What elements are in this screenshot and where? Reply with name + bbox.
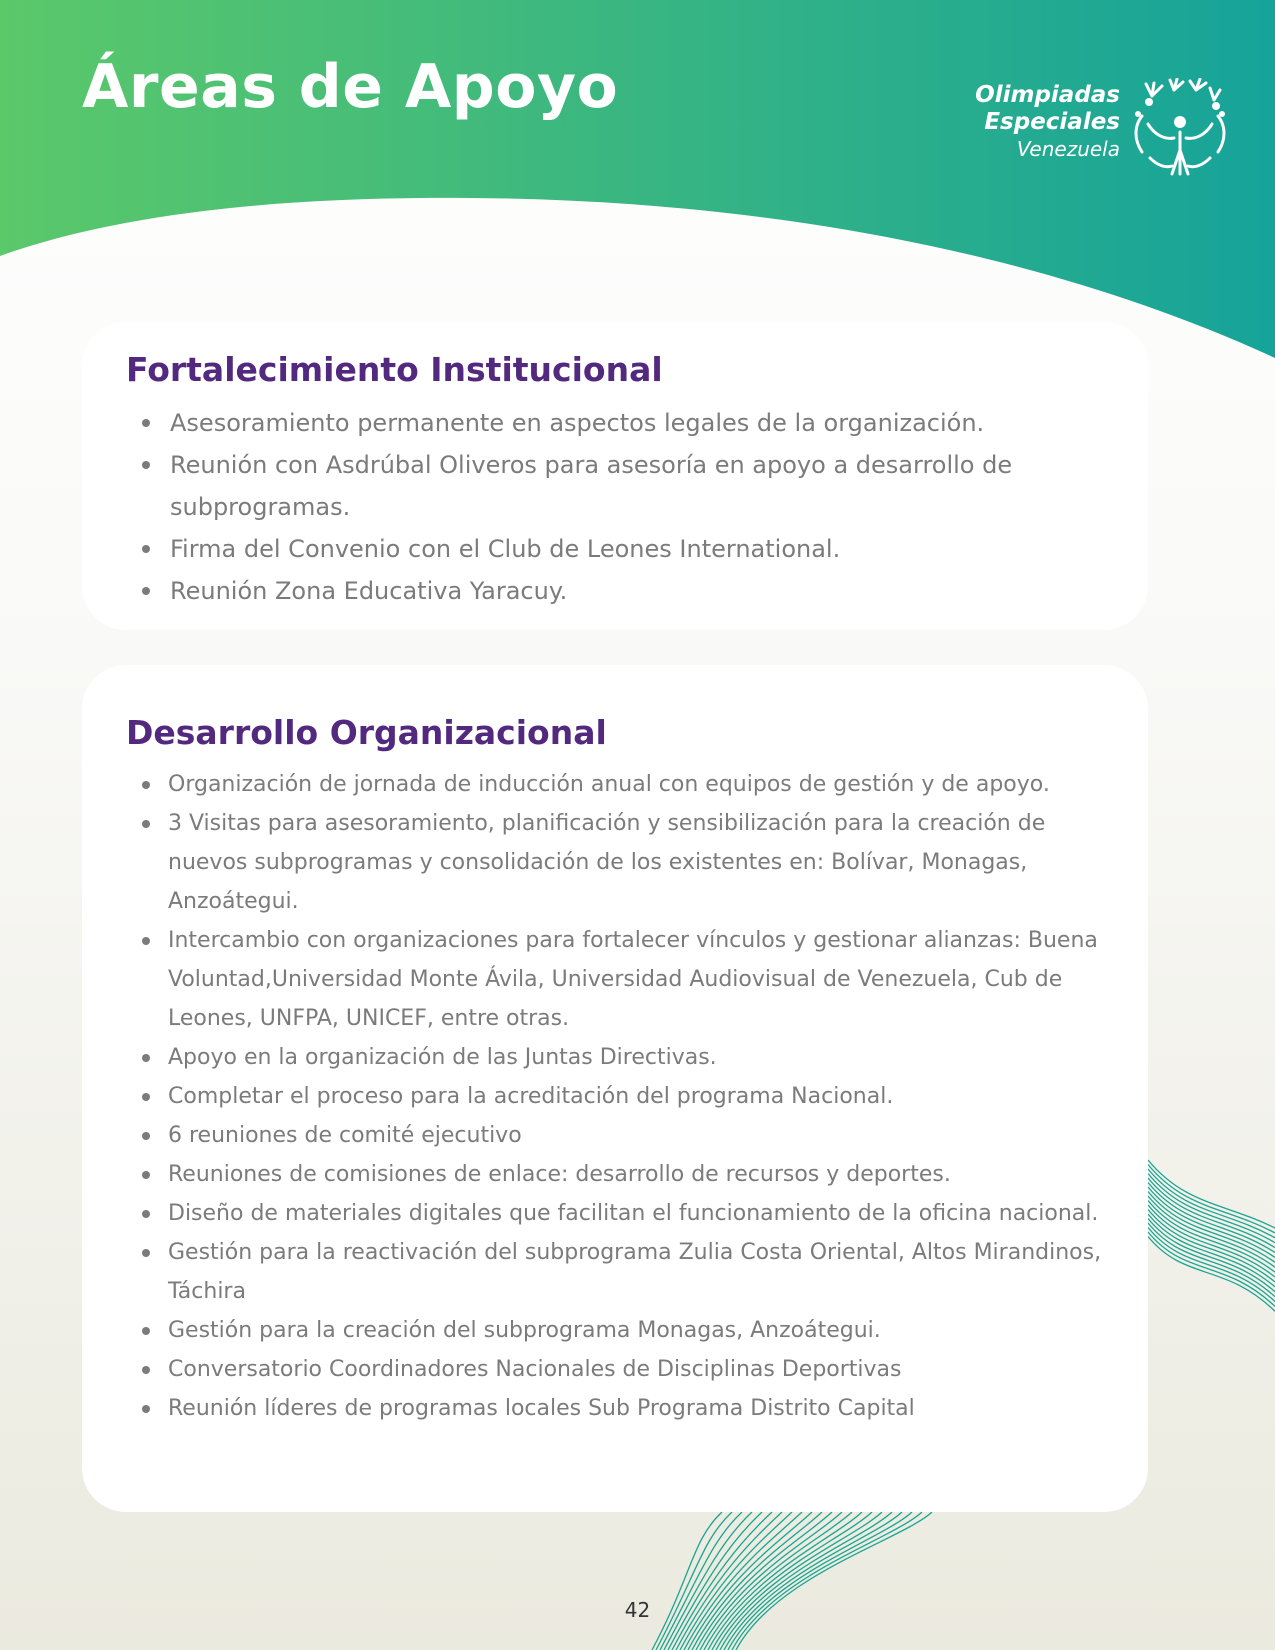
- list-item: 3 Visitas para asesoramiento, planificación y sensibilización para la creación de nuevos subprogramas y consolidación de los existentes en: Bolívar, Monagas, Anzoátegui.: [140, 804, 1118, 921]
- bullet-list: [140, 402, 1118, 612]
- list-item: Conversatorio Coordinadores Nacionales de Disciplinas Deportivas: [140, 1350, 1118, 1389]
- list-item: Gestión para la reactivación del subprograma Zulia Costa Oriental, Altos Mirandinos, Táchira: [140, 1233, 1118, 1311]
- page-title: Áreas de Apoyo: [82, 52, 619, 122]
- list-item: Firma del Convenio con el Club de Leones International.: [140, 528, 1118, 570]
- logo-line-1: Olimpiadas: [975, 82, 1120, 108]
- section-heading: Desarrollo Organizacional: [126, 713, 607, 752]
- bullet-list: [140, 765, 1118, 1428]
- logo-line-3: Venezuela: [1016, 137, 1120, 161]
- list-item: Organización de jornada de inducción anual con equipos de gestión y de apoyo.: [140, 765, 1118, 804]
- bottom-wave-lines-decoration: [652, 1512, 932, 1650]
- list-item: Asesoramiento permanente en aspectos legales de la organización.: [140, 402, 1118, 444]
- section-card-fortalecimiento: [82, 322, 1148, 630]
- olimpiadas-especiales-logo: [930, 78, 1230, 178]
- list-item: Reunión con Asdrúbal Oliveros para asesoría en apoyo a desarrollo de subprogramas.: [140, 444, 1118, 528]
- right-wave-lines-decoration: [1148, 1160, 1275, 1311]
- section-heading: Fortalecimiento Institucional: [126, 350, 663, 389]
- logo-wordmark: [975, 82, 1120, 162]
- list-item: 6 reuniones de comité ejecutivo: [140, 1116, 1118, 1155]
- list-item: Diseño de materiales digitales que facilitan el funcionamiento de la oficina nacional.: [140, 1194, 1118, 1233]
- wave-line: [1148, 1160, 1275, 1228]
- list-item: Intercambio con organizaciones para fortalecer vínculos y gestionar alianzas: Buena Voluntad,Universidad Monte Ávila, Universidad Audiovisual de Venezuela, Cub de Leones, UNFPA, UNICEF, entre otras.: [140, 921, 1118, 1038]
- list-item: Reunión Zona Educativa Yaracuy.: [140, 570, 1118, 612]
- wave-line: [728, 1512, 912, 1650]
- list-item: Reuniones de comisiones de enlace: desarrollo de recursos y deportes.: [140, 1155, 1118, 1194]
- page-number: 42: [624, 1598, 651, 1622]
- wave-line: [1148, 1192, 1275, 1263]
- special-olympics-circle-icon: [1130, 78, 1230, 178]
- list-item: Reunión líderes de programas locales Sub Programa Distrito Capital: [140, 1389, 1118, 1428]
- list-item: Apoyo en la organización de las Juntas Directivas.: [140, 1038, 1118, 1077]
- list-item: Completar el proceso para la acreditación del programa Nacional.: [140, 1077, 1118, 1116]
- wave-line: [1148, 1237, 1275, 1312]
- logo-line-2: Especiales: [984, 109, 1120, 135]
- section-card-desarrollo: [82, 665, 1148, 1512]
- list-item: Gestión para la creación del subprograma Monagas, Anzoátegui.: [140, 1311, 1118, 1350]
